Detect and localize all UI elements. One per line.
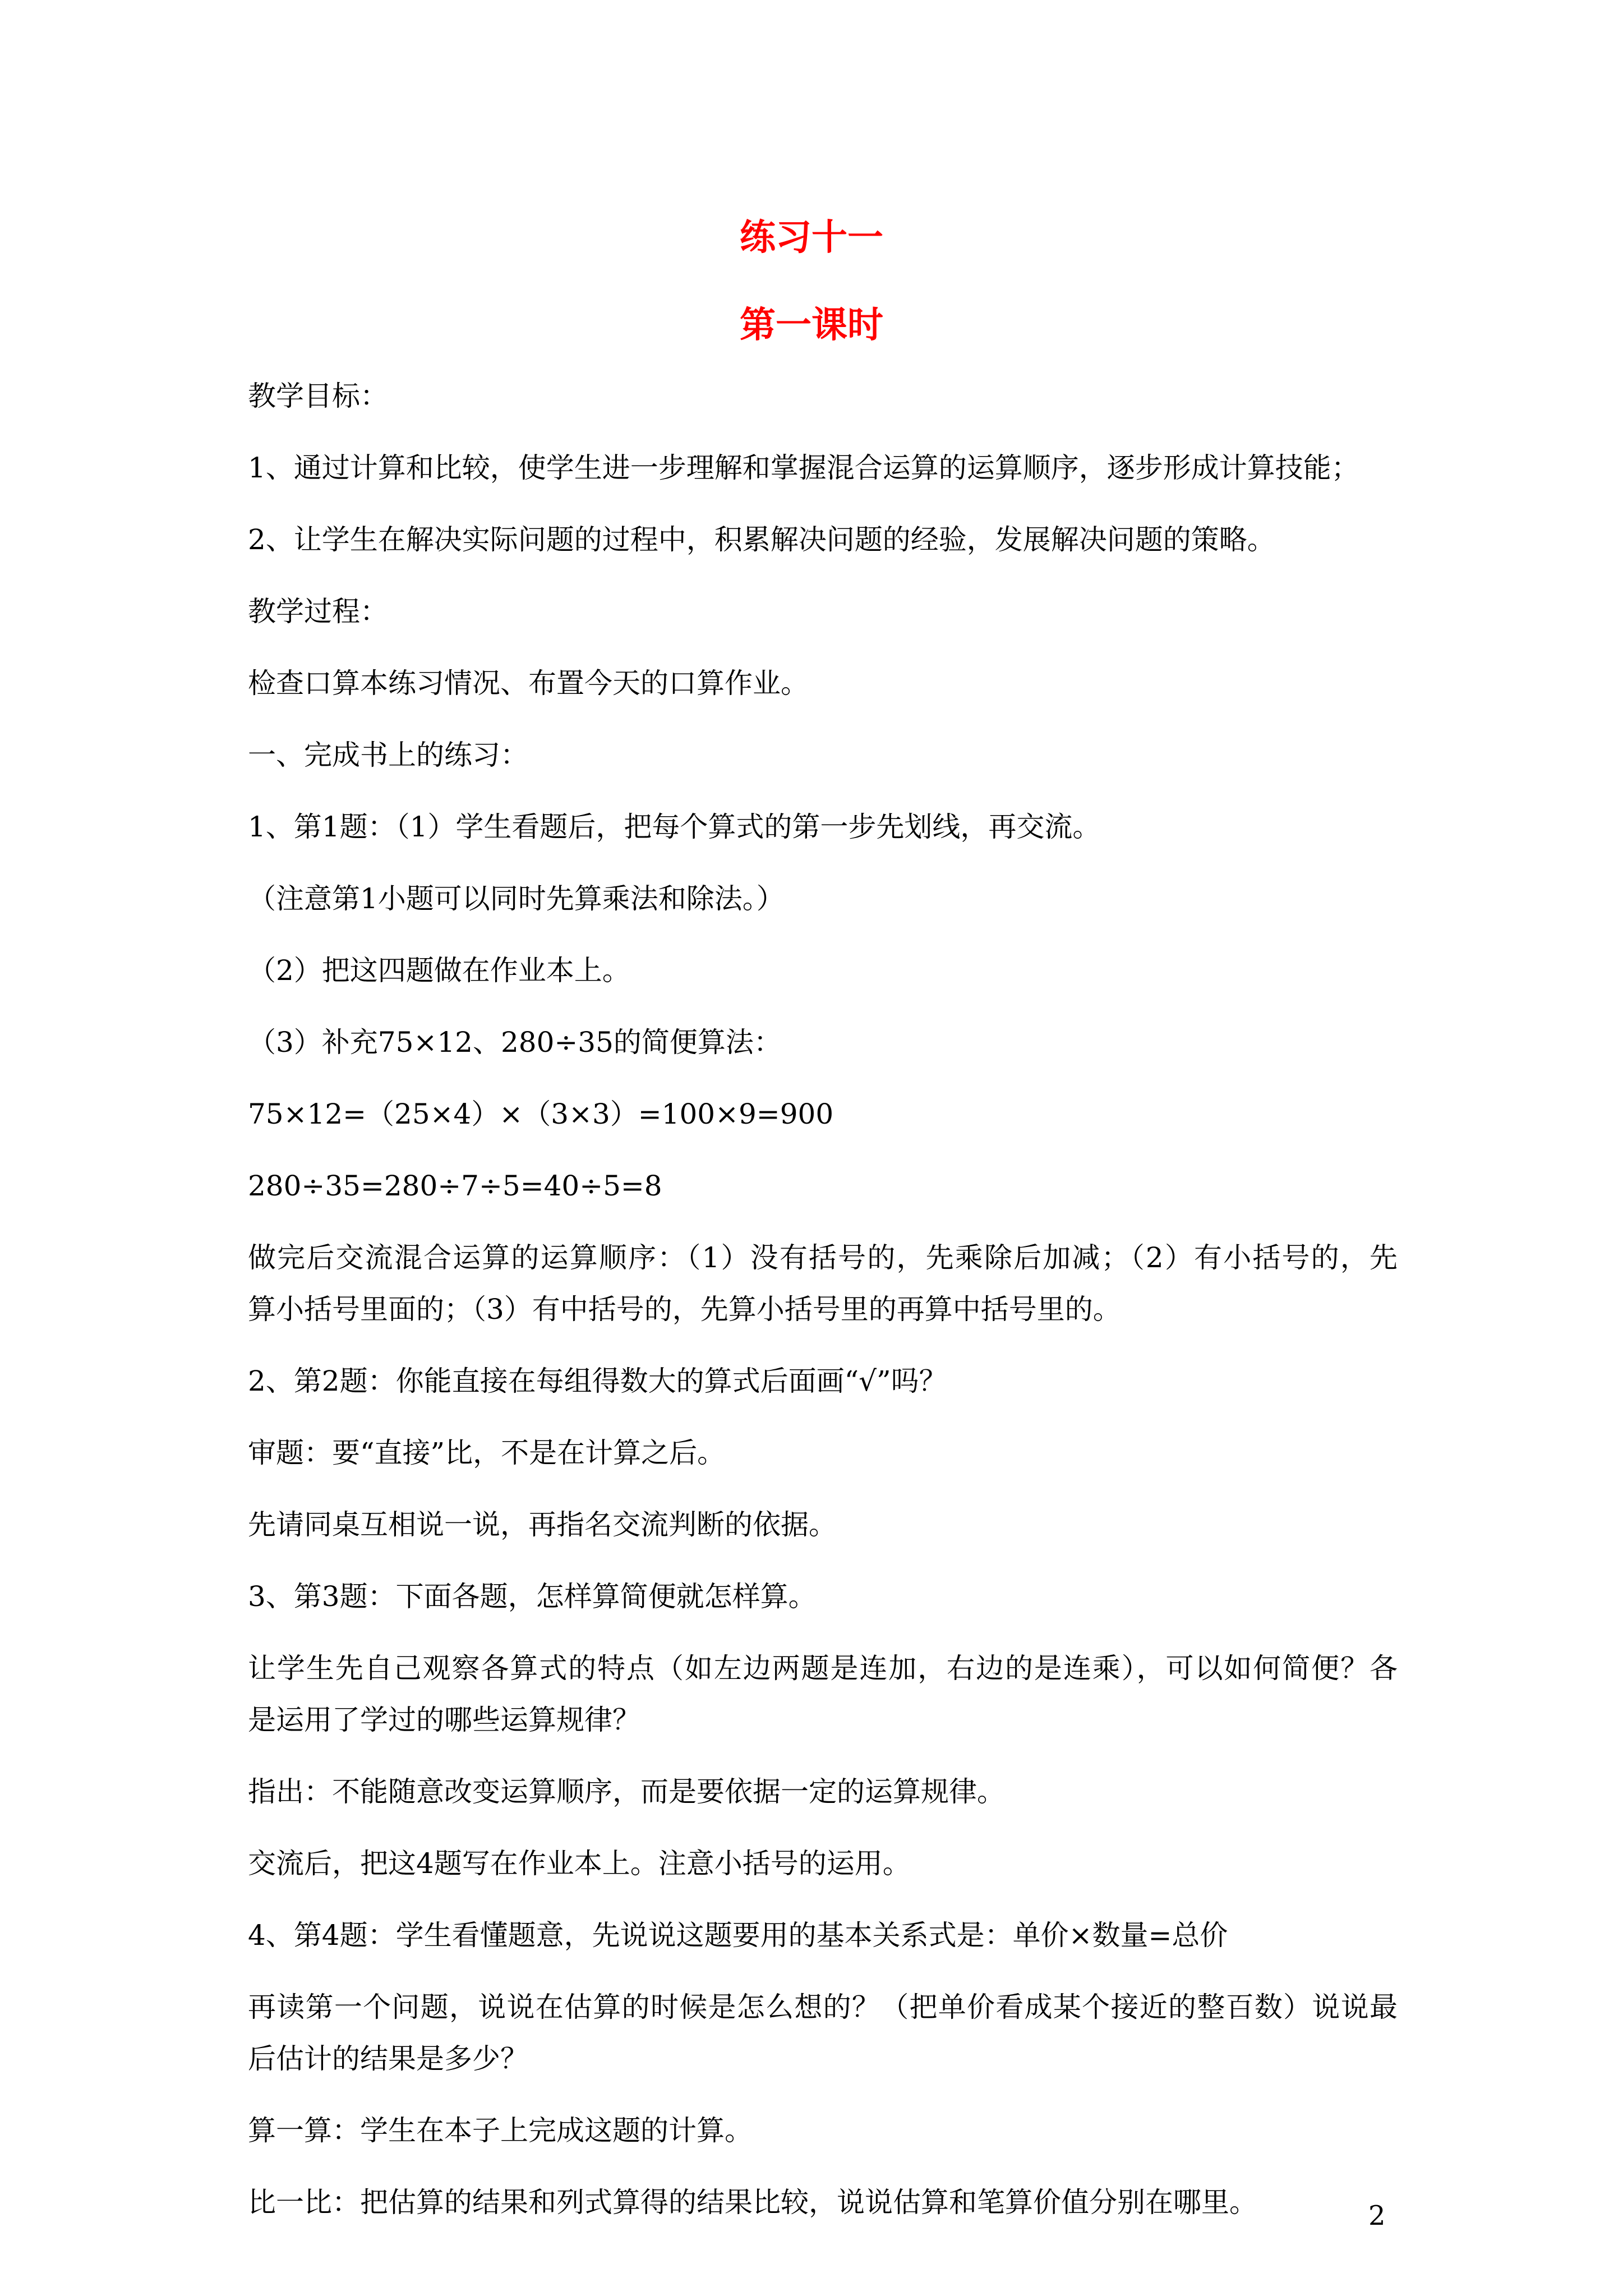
paragraph-line: 一、完成书上的练习： [248,739,528,771]
page-number: 2 [1368,2200,1386,2231]
document-subtitle: 第一课时 [740,304,883,346]
paragraph-line: 1、第1题：（1）学生看题后，把每个算式的第一步先划线，再交流。 [248,811,1101,843]
paragraph-line: 2、第2题：你能直接在每组得数大的算式后面画“√”吗？ [248,1365,947,1397]
paragraph-line: 比一比：把估算的结果和列式算得的结果比较，说说估算和笔算价值分别在哪里。 [248,2186,1257,2219]
paragraph-line: 再读第一个问题，说说在估算的时候是怎么想的？（把单价看成某个接近的整百数）说说最 [248,1991,1398,2023]
paragraph-line: 是运用了学过的哪些运算规律？ [248,1704,640,1736]
equation-line: 280÷35=280÷7÷5=40÷5=8 [248,1170,662,1202]
section-heading-objectives: 教学目标： [248,380,388,412]
paragraph-line: 3、第3题：下面各题，怎样算简便就怎样算。 [248,1580,817,1613]
paragraph-line: 1、通过计算和比较，使学生进一步理解和掌握混合运算的运算顺序，逐步形成计算技能； [248,452,1359,484]
paragraph-line: 算一算：学生在本子上完成这题的计算。 [248,2114,753,2147]
paragraph-line: 指出：不能随意改变运算顺序，而是要依据一定的运算规律。 [248,1775,1005,1808]
equation-line: 75×12=（25×4）×（3×3）=100×9=900 [248,1098,834,1130]
paragraph-line: （2）把这四题做在作业本上。 [248,954,630,987]
paragraph-line: （3）补充75×12、280÷35的简便算法： [248,1026,782,1059]
paragraph-line: 后估计的结果是多少？ [248,2042,528,2075]
paragraph-line: 先请同桌互相说一说，再指名交流判断的依据。 [248,1508,837,1541]
paragraph-line: 审题：要“直接”比，不是在计算之后。 [248,1437,726,1469]
paragraph-line: 4、第4题：学生看懂题意，先说说这题要用的基本关系式是：单价×数量=总价 [248,1919,1228,1952]
paragraph-line: 算小括号里面的；（3）有中括号的，先算小括号里的再算中括号里的。 [248,1293,1121,1326]
document-body [248,342,1398,2220]
paragraph-line: （注意第1小题可以同时先算乘法和除法。） [248,882,785,915]
paragraph-line: 让学生先自己观察各算式的特点（如左边两题是连加，右边的是连乘），可以如何简便？各 [248,1652,1398,1685]
paragraph-line: 2、让学生在解决实际问题的过程中，积累解决问题的经验，发展解决问题的策略。 [248,523,1275,556]
document-title: 练习十一 [740,217,883,259]
paragraph-line: 交流后，把这4题写在作业本上。注意小括号的运用。 [248,1847,911,1880]
paragraph-line: 检查口算本练习情况、布置今天的口算作业。 [248,667,809,700]
section-heading-process: 教学过程： [248,595,388,628]
paragraph-line: 做完后交流混合运算的运算顺序：（1）没有括号的，先乘除后加减；（2）有小括号的，先 [248,1241,1398,1274]
